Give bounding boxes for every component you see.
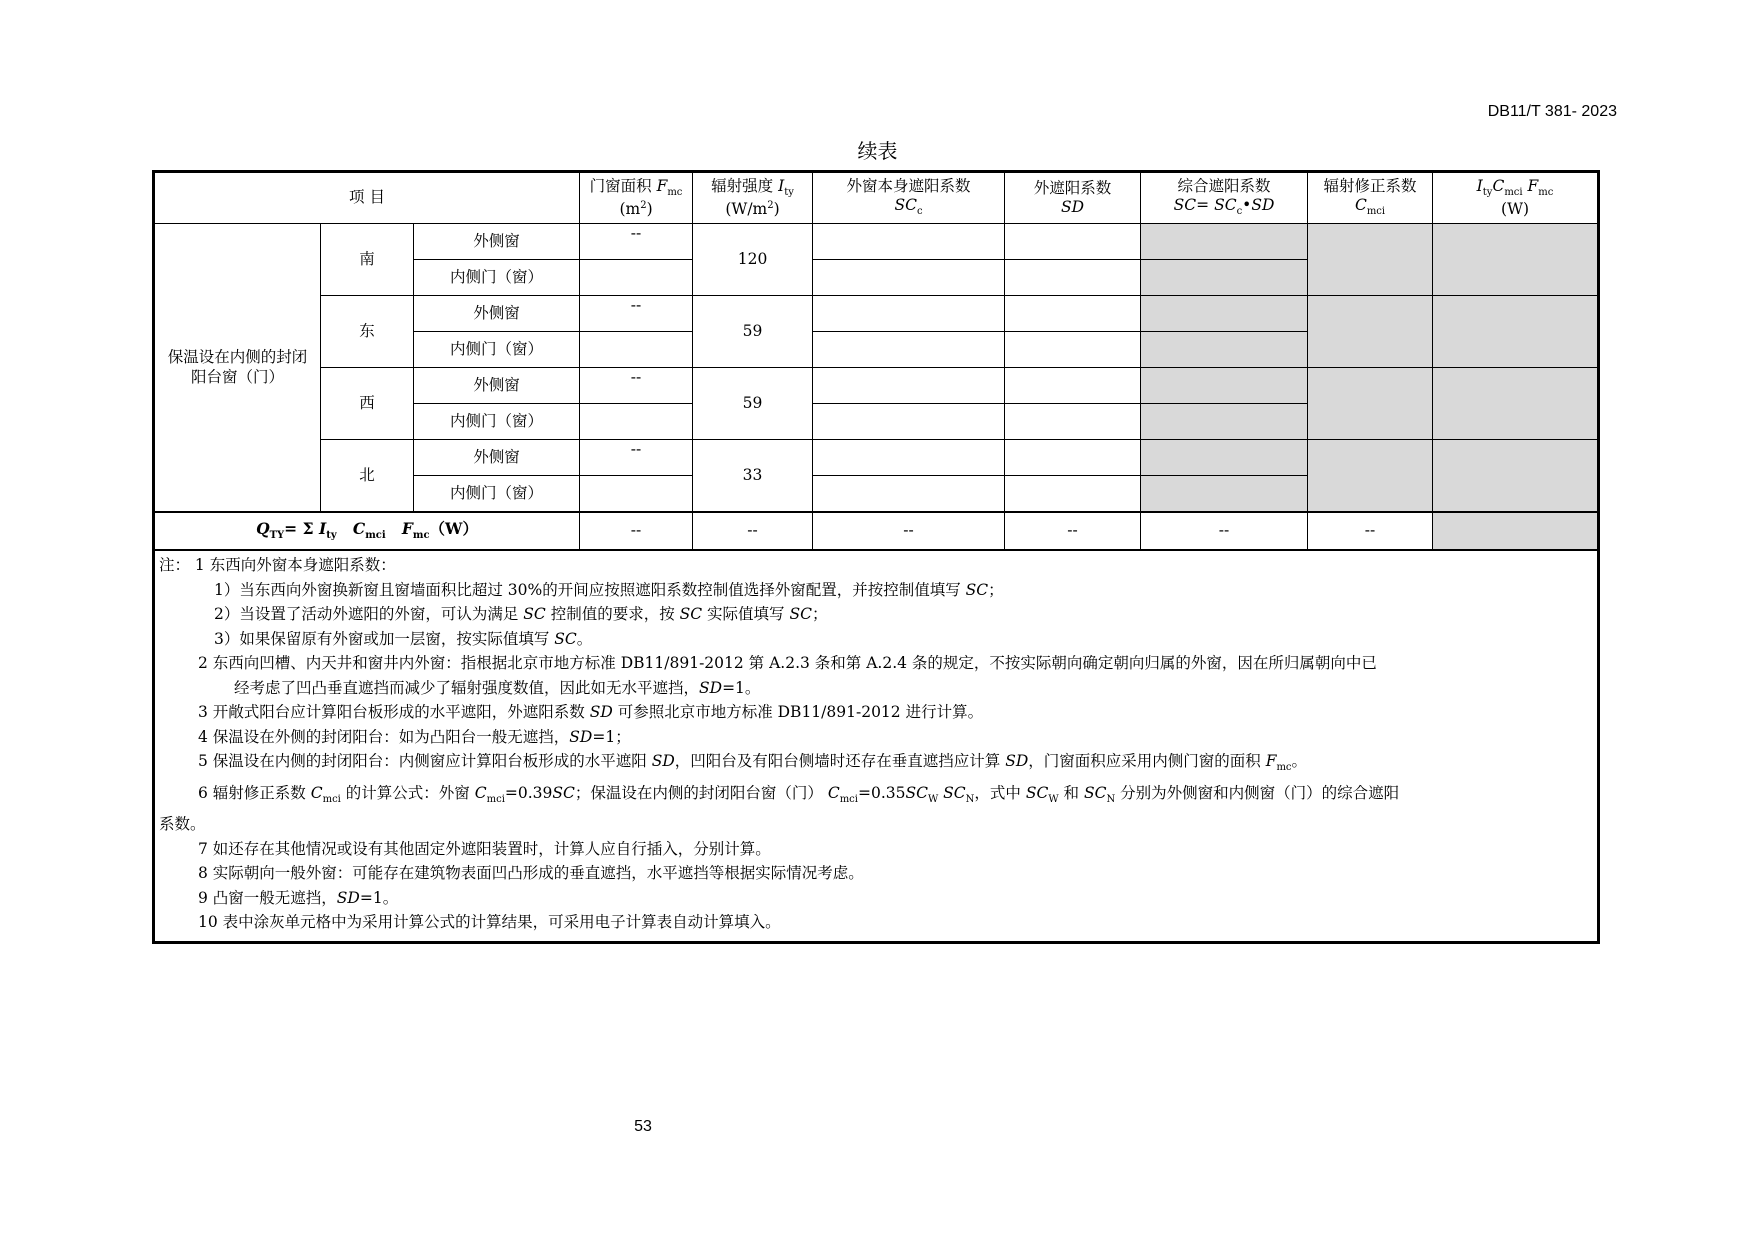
- standard-code: DB11/T 381- 2023: [1487, 103, 1617, 120]
- outer-window-label: 外侧窗: [414, 440, 580, 476]
- window-sc-cell[interactable]: [813, 260, 1005, 296]
- note-10: 10 表中涂灰单元格中为采用计算公式的计算结果，可采用电子计算表自动计算填入。: [198, 913, 781, 932]
- notes-row: [154, 550, 1599, 942]
- table-caption: 续表: [857, 139, 898, 163]
- note-6-cont: 系数。: [159, 815, 206, 834]
- sd-cell[interactable]: [1005, 296, 1141, 332]
- header-radiation: 辐射强度 $I_{ty}$ $(W/m^2)$: [693, 172, 813, 224]
- combined-sc-cell: [1141, 296, 1308, 332]
- sd-cell[interactable]: [1005, 476, 1141, 513]
- outer-window-label: 外侧窗: [414, 368, 580, 404]
- sd-cell[interactable]: [1005, 260, 1141, 296]
- area-cell[interactable]: --: [580, 440, 693, 476]
- orientation-west: 西: [321, 368, 414, 440]
- radiation-value: 120: [693, 224, 813, 296]
- product-cell: [1433, 224, 1599, 296]
- combined-sc-cell: [1141, 404, 1308, 440]
- total-radiation: --: [693, 512, 813, 550]
- window-sc-cell[interactable]: [813, 296, 1005, 332]
- total-combined-sc: --: [1141, 512, 1308, 550]
- inner-door-label: 内侧门（窗）: [414, 476, 580, 513]
- sd-cell[interactable]: [1005, 368, 1141, 404]
- notes: [154, 550, 1599, 942]
- sd-cell[interactable]: [1005, 224, 1141, 260]
- combined-sc-cell: [1141, 476, 1308, 513]
- sd-cell[interactable]: [1005, 332, 1141, 368]
- window-sc-cell[interactable]: [813, 332, 1005, 368]
- header-area: 门窗面积 $F_{mc}$ $(m^2)$: [580, 172, 693, 224]
- outer-window-label: 外侧窗: [414, 296, 580, 332]
- total-product: [1433, 512, 1599, 550]
- total-row: [154, 512, 1599, 550]
- radiation-value: 33: [693, 440, 813, 513]
- window-sc-cell[interactable]: [813, 476, 1005, 513]
- total-formula: $Q_{TY}= \Sigma$ $I_{ty}$ $C_{mci}$ $F_{mc}(W)$: [154, 512, 580, 550]
- header-sd: 外遮阳系数 SD: [1005, 172, 1141, 224]
- inner-door-label: 内侧门（窗）: [414, 260, 580, 296]
- area-cell[interactable]: --: [580, 224, 693, 260]
- area-cell[interactable]: [580, 260, 693, 296]
- page-number: 53: [634, 1118, 652, 1135]
- window-sc-cell[interactable]: [813, 440, 1005, 476]
- note-2-cont: 经考虑了凹凸垂直遮挡而减少了辐射强度数值，因此如无水平遮挡，SD=1。: [234, 678, 761, 697]
- area-cell[interactable]: --: [580, 368, 693, 404]
- sd-cell[interactable]: [1005, 404, 1141, 440]
- note-3: 3 开敞式阳台应计算阳台板形成的水平遮阳，外遮阳系数 SD 可参照北京市地方标准 DB11/891-2012 进行计算。: [198, 703, 984, 721]
- total-correction: --: [1308, 512, 1433, 550]
- combined-sc-cell: [1141, 260, 1308, 296]
- header-product: $I_{ty}C_{mci}$ $F_{mc}$ (W): [1433, 172, 1599, 224]
- header-combined-sc: 综合遮阳系数 $SC= SC_c•SD$: [1141, 172, 1308, 224]
- header-correction: 辐射修正系数 $C_{mci}$: [1308, 172, 1433, 224]
- table-row-west-outer: [154, 368, 1599, 404]
- window-sc-cell[interactable]: [813, 224, 1005, 260]
- radiation-value: 59: [693, 368, 813, 440]
- table-row-south-outer: [154, 224, 1599, 260]
- product-cell: [1433, 440, 1599, 513]
- inner-door-label: 内侧门（窗）: [414, 332, 580, 368]
- note-9: 9 凸窗一般无遮挡，SD=1。: [198, 888, 399, 907]
- combined-sc-cell: [1141, 368, 1308, 404]
- area-cell[interactable]: [580, 404, 693, 440]
- total-window-sc: --: [813, 512, 1005, 550]
- note-7: 7 如还存在其他情况或设有其他固定外遮阳装置时，计算人应自行插入，分别计算。: [198, 839, 771, 858]
- sd-cell[interactable]: [1005, 440, 1141, 476]
- product-cell: [1433, 368, 1599, 440]
- window-sc-cell[interactable]: [813, 404, 1005, 440]
- inner-door-label: 内侧门（窗）: [414, 404, 580, 440]
- header-item: 项 目: [154, 172, 580, 224]
- header-window-sc: 外窗本身遮阳系数 $SC_c$: [813, 172, 1005, 224]
- product-cell: [1433, 296, 1599, 368]
- window-sc-cell[interactable]: [813, 368, 1005, 404]
- outer-window-label: 外侧窗: [414, 224, 580, 260]
- area-cell[interactable]: --: [580, 296, 693, 332]
- note-2: 2 东西向凹槽、内天井和窗井内外窗：指根据北京市地方标准 DB11/891-2012 第 A.2.3 条和第 A.2.4 条的规定，不按实际朝向确定朝向归属的外窗，因在所归属朝向中已: [198, 654, 1377, 672]
- note-1-2: 2）当设置了活动外遮阳的外窗，可认为满足 SC 控制值的要求，按 SC 实际值填写 SC；: [214, 605, 828, 623]
- table-row-east-outer: [154, 296, 1599, 332]
- correction-cell: [1308, 296, 1433, 368]
- note-1-1: 1）当东西向外窗换新窗且窗墙面积比超过 30%的开间应按照遮阳系数控制值选择外窗配置，并按控制值填写 SC；: [214, 580, 1004, 599]
- combined-sc-cell: [1141, 332, 1308, 368]
- total-area: --: [580, 512, 693, 550]
- total-sd: --: [1005, 512, 1141, 550]
- radiation-value: 59: [693, 296, 813, 368]
- table-row-north-outer: [154, 440, 1599, 476]
- note-1: 注： 1 东西向外窗本身遮阳系数：: [159, 556, 396, 574]
- area-cell[interactable]: [580, 476, 693, 513]
- orientation-south: 南: [321, 224, 414, 296]
- note-5: 5 保温设在内侧的封闭阳台：内侧窗应计算阳台板形成的水平遮阳 SD，凹阳台及有阳台侧墙时还存在垂直遮挡应计算 SD，门窗面积应采用内侧门窗的面积 $F_{mc}$。: [198, 752, 1308, 774]
- note-8: 8 实际朝向一般外窗：可能存在建筑物表面凹凸形成的垂直遮挡，水平遮挡等根据实际情况考虑。: [198, 864, 864, 883]
- correction-cell: [1308, 224, 1433, 296]
- correction-cell: [1308, 368, 1433, 440]
- combined-sc-cell: [1141, 440, 1308, 476]
- orientation-east: 东: [321, 296, 414, 368]
- note-1-3: 3）如果保留原有外窗或加一层窗，按实际值填写 SC。: [214, 629, 593, 648]
- group-label: 保温设在内侧的封闭阳台窗（门）: [154, 224, 321, 513]
- correction-cell: [1308, 440, 1433, 513]
- combined-sc-cell: [1141, 224, 1308, 260]
- header-row: [154, 172, 1599, 224]
- calculation-table: [152, 170, 1600, 944]
- area-cell[interactable]: [580, 332, 693, 368]
- orientation-north: 北: [321, 440, 414, 513]
- note-6: 6 辐射修正系数 $C_{mci}$ 的计算公式：外窗 $C_{mci}=0.39SC$；保温设在内侧的封闭阳台窗（门） $C_{mci}=0.35SC_W$ $SC_N$，式中 $SC_W$ 和 $SC_N$ 分别为外侧窗和内侧窗（门）的综合遮阳: [198, 783, 1400, 805]
- note-4: 4 保温设在外侧的封闭阳台：如为凸阳台一般无遮挡，SD=1；: [198, 727, 631, 746]
